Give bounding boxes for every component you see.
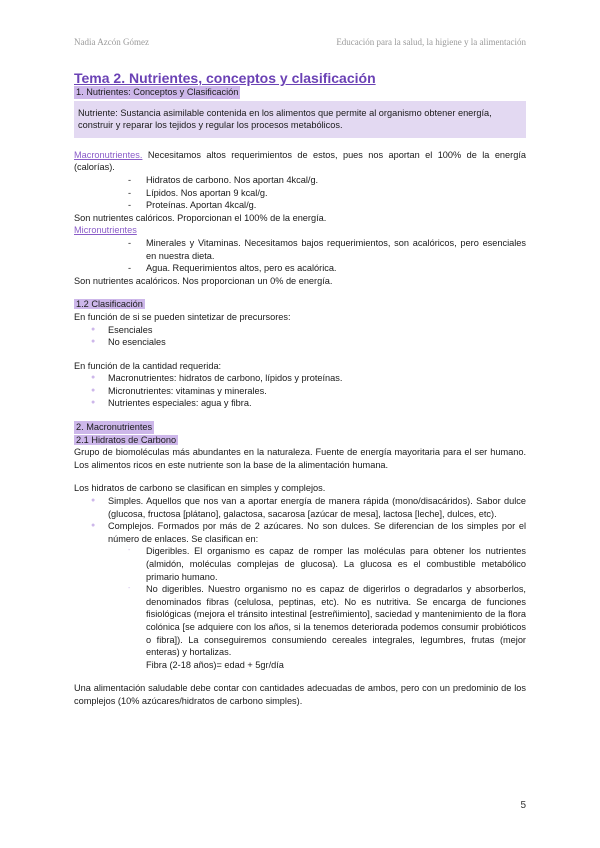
classification-intro-1: En función de si se pueden sintetizar de precursores: [74,311,291,322]
list-item: - Lípidos. Nos aportan 9 kcal/g. [146,187,526,200]
carbs-classify: Los hidratos de carbono se clasifican en simples y complejos. [74,483,326,494]
list-item [146,583,526,671]
micro-summary: Son nutrientes acalóricos. Nos proporcionan un 0% de energía. [74,275,333,286]
list-item: - Digeribles. El organismo es capaz de romper las moléculas para obtener los nutrientes (almidón, moléculas complejas de glucosa). La glucosa es el combustible metabólico primario humano. [146,545,526,583]
section-heading-1: 1. Nutrientes: Conceptos y Clasificación [76,87,239,97]
classification-list-2 [74,372,526,410]
section-subheading-2-1: 2.1 Hidratos de Carbono [76,434,177,445]
section-heading-2: 2. Macronutrientes [76,422,153,433]
document-body [74,70,526,708]
list-item: - Hidratos de carbono. Nos aportan 4kcal/g. [146,174,526,187]
macro-paragraph [74,149,526,174]
micro-list [74,237,526,275]
micro-term: Micronutrientes [74,225,137,236]
nondigestible-text: No digeribles. Nuestro organismo no es capaz de digerirlos o degradarlos y absorberlos, denominados fibras (celulosa, peptinas, etc). No es nutritiva. Se encarga de funciones fisiológicas (mejora el tránsito intestinal [estreñimiento], saciedad y mantenimiento de la flora colónica [se adquiere con los años, si la tenemos deteriorada podemos consumir probióticos o fibra]). La conseguiremos consumiendo cereales integrales, legumbres, frutas (mejor enteras) y hortalizas. [146,584,526,658]
macro-summary: Son nutrientes calóricos. Proporcionan el 100% de la energía. [74,212,327,223]
macro-list [74,174,526,212]
carbs-conclusion: Una alimentación saludable debe contar con cantidades adecuadas de ambos, pero con un predominio de los complejos (10% azúcares/hidratos de carbono simples). [74,683,526,706]
list-item: ● Simples. Aquellos que nos van a aportar energía de manera rápida (mono/disacáridos). Sabor dulce (glucosa, fructosa [plátano], galactosa, sacarosa [azúcar de mesa], lactosa [leche], dulces, etc). [108,495,526,520]
list-item [108,520,526,671]
list-item: - Proteínas. Aportan 4kcal/g. [146,199,526,212]
complex-sublist [108,545,526,671]
list-item: ● No esenciales [108,336,526,349]
complex-text: Complejos. Formados por más de 2 azúcares. No son dulces. Se diferencian de los simples por el número de enlaces. Se clasifican en: [108,521,526,544]
page-title: Tema 2. Nutrientes, conceptos y clasificación [74,70,376,86]
list-item: ● Macronutrientes: hidratos de carbono, lípidos y proteínas. [108,372,526,385]
classification-list-1 [74,324,526,349]
list-item: ● Esenciales [108,324,526,337]
carbs-intro: Grupo de biomoléculas más abundantes en la naturaleza. Fuente de energía mayoritaria para el ser humano. Los alimentos ricos en este nutriente son la base de la alimentación humana. [74,447,526,470]
page-number: 5 [520,800,526,811]
macro-text: Necesitamos altos requerimientos de estos, pues nos aportan el 100% de la energía (calorías). [74,149,526,173]
list-item: ● Nutrientes especiales: agua y fibra. [108,397,526,410]
list-item: - Minerales y Vitaminas. Necesitamos bajos requerimientos, son acalóricos, pero esenciales en nuestra dieta. [146,237,526,262]
header-author: Nadia Azcón Gómez [74,37,149,47]
header-subject: Educación para la salud, la higiene y la alimentación [336,37,526,47]
macro-term: Macronutrientes. [74,149,143,160]
classification-intro-2: En función de la cantidad requerida: [74,360,222,371]
definition-box [74,101,526,138]
list-item: ● Micronutrientes: vitaminas y minerales. [108,385,526,398]
definition-text: Nutriente: Sustancia asimilable contenida en los alimentos que permite al organismo obtener energía, construir y reparar los tejidos y regular los procesos metabólicos. [78,107,492,131]
section-heading-1-2: 1.2 Clasificación [76,299,143,310]
fiber-formula: Fibra (2-18 años)= edad + 5gr/día [146,659,284,670]
list-item: - Agua. Requerimientos altos, pero es acalórica. [146,262,526,275]
carbs-type-list [74,495,526,671]
